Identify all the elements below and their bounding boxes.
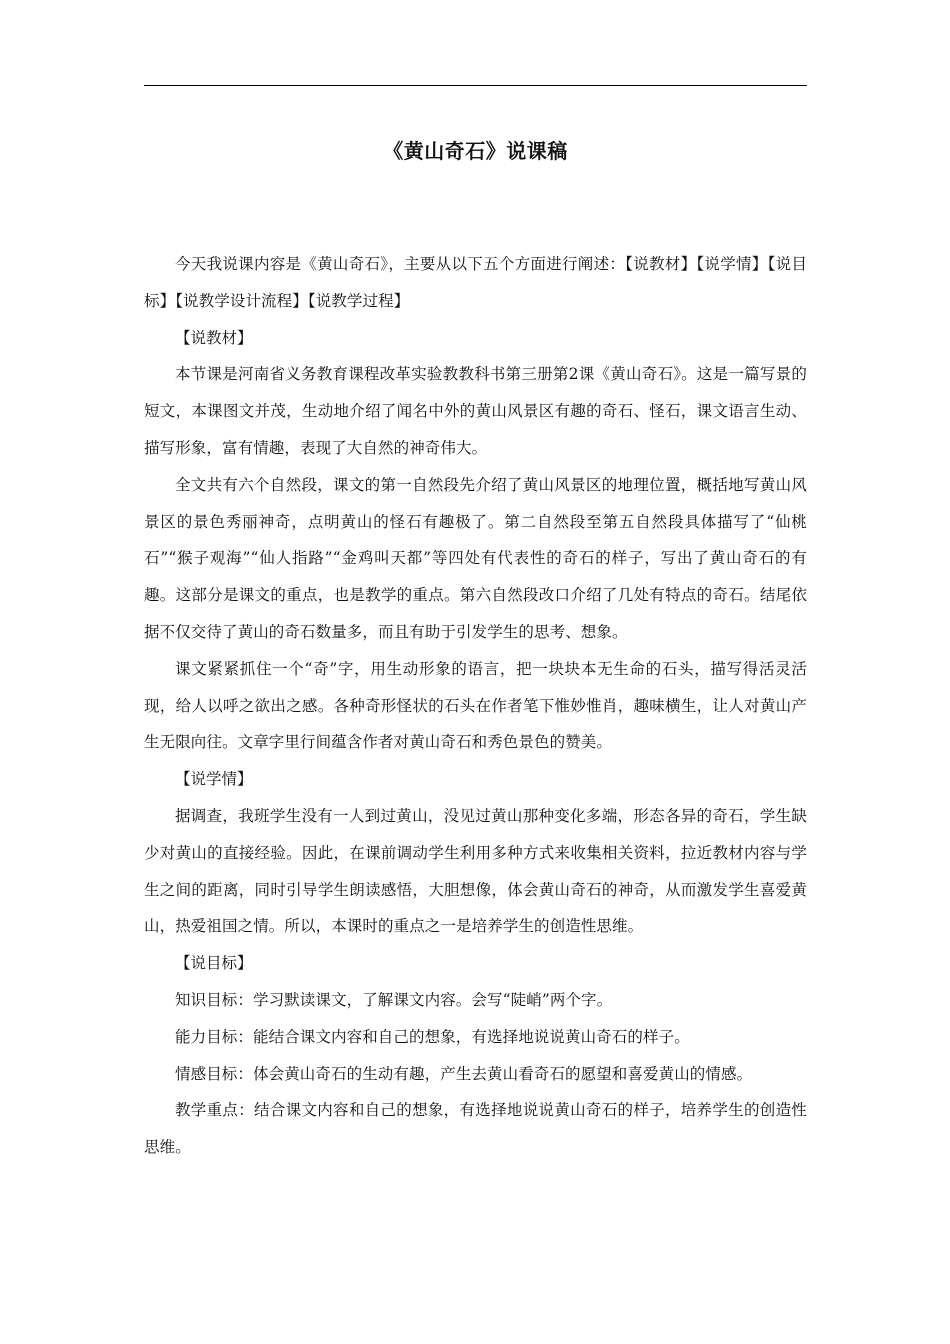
- header-rule: [144, 85, 807, 86]
- section-heading-students: 【说学情】: [175, 770, 253, 789]
- goal-knowledge: 知识目标：学习默读课文，了解课文内容。会写“陡峭”两个字。: [175, 990, 613, 1009]
- textbook-paragraph-1: 本节课是河南省义务教育课程改革实验教教科书第三册第2课《黄山奇石》。这是一篇写景的短文，本课图文并茂，生动地介绍了闻名中外的黄山风景区有趣的奇石、怪石，课文语言生动、描写形象，富有情趣，表现了大自然的神奇伟大。: [144, 365, 807, 457]
- textbook-paragraph-2: 全文共有六个自然段，课文的第一自然段先介绍了黄山风景区的地理位置，概括地写黄山风景区的景色秀丽神奇，点明黄山的怪石有趣极了。第二自然段至第五自然段具体描写了“仙桃石”“猴子观海”“仙人指路”“金鸡叫天都”等四处有代表性的奇石的样子，写出了黄山奇石的有趣。这部分是课文的重点，也是教学的重点。第六自然段改口介绍了几处有特点的奇石。结尾依据不仅交待了黄山的奇石数量多，而且有助于引发学生的思考、想象。: [144, 475, 807, 641]
- intro-paragraph: 今天我说课内容是《黄山奇石》，主要从以下五个方面进行阐述：【说教材】【说学情】【说目标】【说教学设计流程】【说教学过程】: [144, 255, 807, 310]
- section-heading-textbook: 【说教材】: [175, 328, 253, 347]
- students-paragraph: 据调查，我班学生没有一人到过黄山，没见过黄山那种变化多端，形态各异的奇石，学生缺少对黄山的直接经验。因此，在课前调动学生利用多种方式来收集相关资料，拉近教材内容与学生之间的距离，同时引导学生朗读感悟，大胆想像，体会黄山奇石的神奇，从而激发学生喜爱黄山，热爱祖国之情。所以，本课时的重点之一是培养学生的创造性思维。: [144, 806, 807, 936]
- textbook-paragraph-3: 课文紧紧抓住一个“奇”字，用生动形象的语言，把一块块本无生命的石头，描写得活灵活现，给人以呼之欲出之感。各种奇形怪状的石头在作者笔下惟妙惟肖，趣味横生，让人对黄山产生无限向往。文章字里行间蕴含作者对黄山奇石和秀色景色的赞美。: [144, 659, 807, 752]
- document-body: [144, 246, 807, 1166]
- goal-ability: 能力目标：能结合课文内容和自己的想象，有选择地说说黄山奇石的样子。: [175, 1027, 690, 1046]
- document-title: 《黄山奇石》说课稿: [383, 139, 568, 163]
- section-heading-goals: 【说目标】: [175, 954, 253, 973]
- document-page: [144, 0, 807, 1344]
- goal-emotion: 情感目标：体会黄山奇石的生动有趣，产生去黄山看奇石的愿望和喜爱黄山的情感。: [175, 1064, 753, 1083]
- teaching-focus: 教学重点：结合课文内容和自己的想象，有选择地说说黄山奇石的样子，培养学生的创造性思维。: [144, 1101, 807, 1157]
